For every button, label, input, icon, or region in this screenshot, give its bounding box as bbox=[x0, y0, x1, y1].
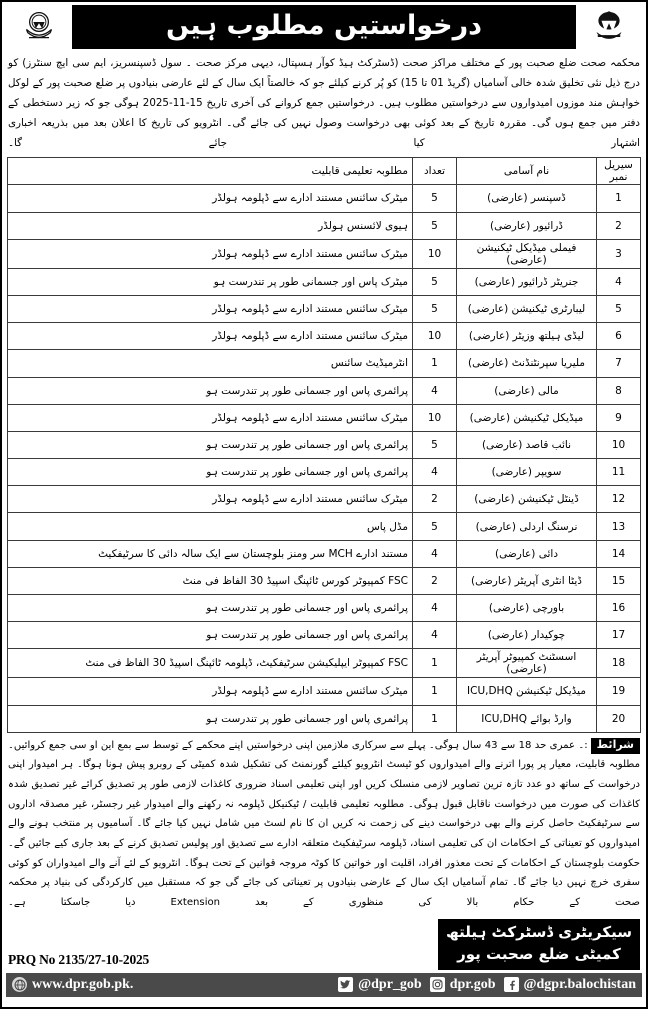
signature-row bbox=[6, 919, 642, 970]
serial-cell: 15 bbox=[597, 567, 641, 594]
header-band bbox=[6, 5, 642, 49]
qualification-cell: ہیوی لائسنس ہولڈر bbox=[8, 212, 413, 239]
balochistan-government-emblem-icon bbox=[589, 7, 629, 47]
main-title-bar bbox=[72, 5, 576, 49]
table-row bbox=[8, 268, 641, 295]
post-name-cell: ڈینٹل ٹیکنیشن (عارضی) bbox=[457, 486, 597, 513]
serial-cell: 16 bbox=[597, 595, 641, 622]
social-item[interactable] bbox=[338, 977, 422, 993]
qualification-cell: پرائمری پاس اور جسمانی طور پر تندرست ہو bbox=[8, 622, 413, 649]
social-label: www.dpr.gob.pk. bbox=[32, 976, 134, 992]
table-row bbox=[8, 513, 641, 540]
table-header-row bbox=[8, 158, 641, 185]
serial-cell: 13 bbox=[597, 513, 641, 540]
table-row bbox=[8, 185, 641, 212]
post-name-cell: اسسٹنٹ کمپیوٹر آپریٹر (عارضی) bbox=[457, 649, 597, 678]
post-name-cell: ملیریا سپرنٹنڈنٹ (عارضی) bbox=[457, 350, 597, 377]
table-row bbox=[8, 350, 641, 377]
social-label: @dpr_gob bbox=[358, 976, 422, 992]
quantity-cell: 4 bbox=[413, 595, 457, 622]
jobs-table-wrapper bbox=[6, 157, 642, 732]
col-header-post: نام آسامی bbox=[457, 158, 597, 185]
col-header-quantity: تعداد bbox=[413, 158, 457, 185]
quantity-cell: 10 bbox=[413, 404, 457, 431]
post-name-cell: میڈیکل ٹیکنیشن (عارضی) bbox=[457, 404, 597, 431]
signature-line-1: سیکریٹری ڈسٹرکٹ ہیلتھ bbox=[445, 922, 632, 941]
quantity-cell: 10 bbox=[413, 239, 457, 268]
quantity-cell: 2 bbox=[413, 486, 457, 513]
qualification-cell: پرائمری پاس اور جسمانی طور پر تندرست ہو bbox=[8, 595, 413, 622]
social-item[interactable] bbox=[504, 977, 637, 993]
quantity-cell: 5 bbox=[413, 185, 457, 212]
qualification-cell: مڈل پاس bbox=[8, 513, 413, 540]
social-media-bar bbox=[6, 973, 642, 997]
serial-cell: 1 bbox=[597, 185, 641, 212]
table-row bbox=[8, 678, 641, 705]
table-head bbox=[8, 158, 641, 185]
qualification-cell: انٹرمیڈیٹ سائنس bbox=[8, 350, 413, 377]
facebook-icon bbox=[504, 977, 519, 992]
table-row bbox=[8, 239, 641, 268]
post-name-cell: مالی (عارضی) bbox=[457, 377, 597, 404]
health-department-emblem-icon bbox=[19, 7, 59, 47]
serial-cell: 2 bbox=[597, 212, 641, 239]
qualification-cell: میٹرک سائنس مستند ادارے سے ڈپلومہ ہولڈر bbox=[8, 404, 413, 431]
conditions-block bbox=[6, 736, 642, 913]
serial-cell: 14 bbox=[597, 540, 641, 567]
quantity-cell: 5 bbox=[413, 295, 457, 322]
table-row bbox=[8, 567, 641, 594]
qualification-cell: میٹرک سائنس مستند ادارے سے ڈپلومہ ہولڈر bbox=[8, 323, 413, 350]
qualification-cell: میٹرک سائنس مستند ادارے سے ڈپلومہ ہولڈر bbox=[8, 239, 413, 268]
table-row bbox=[8, 459, 641, 486]
qualification-cell: میٹرک سائنس مستند ادارے سے ڈپلومہ ہولڈر bbox=[8, 486, 413, 513]
conditions-label: شرائط bbox=[591, 738, 640, 754]
serial-cell: 18 bbox=[597, 649, 641, 678]
post-name-cell: چوکیدار (عارضی) bbox=[457, 622, 597, 649]
page-title: درخواستیں مطلوب ہیں bbox=[166, 9, 482, 41]
qualification-cell: پرائمری پاس اور جسمانی طور پر تندرست ہو bbox=[8, 459, 413, 486]
post-name-cell: فیملی میڈیکل ٹیکنیشن (عارضی) bbox=[457, 239, 597, 268]
col-header-qualification: مطلوبہ تعلیمی قابلیت bbox=[8, 158, 413, 185]
table-row bbox=[8, 486, 641, 513]
qualification-cell: میٹرک سائنس مستند ادارے سے ڈپلومہ ہولڈر bbox=[8, 185, 413, 212]
serial-cell: 4 bbox=[597, 268, 641, 295]
serial-cell: 5 bbox=[597, 295, 641, 322]
qualification-cell: میٹرک سائنس مستند ادارے سے ڈپلومہ ہولڈر bbox=[8, 678, 413, 705]
serial-cell: 3 bbox=[597, 239, 641, 268]
quantity-cell: 4 bbox=[413, 459, 457, 486]
table-row bbox=[8, 622, 641, 649]
quantity-cell: 5 bbox=[413, 212, 457, 239]
intro-paragraph: محکمہ صحت ضلع صحبت پور کے مختلف مراکز صحت (ڈسٹرکٹ ہیڈ کوآر ہسپتال، دیہی مرکز صحت ۔ سول ڈسپنسریز، ایم سی ایچ سنٹرز) کو درج ذیل نئی تخلیق شدہ خالی آسامیاں (گریڈ 01 تا 15) کو پُر کرنے کیلئے جو کہ خالصتاً ایک سال کے لئے عارضی بنیادوں پر ضلع صحبت پور کے لوکل خواہش مند موزوں امیدواروں سے درخواستیں مطلوب ہیں۔ درخواستیں جمع کروانے کی آخری تاریخ 15-11-2025 ہوگی جو کہ زیر دستخطی کے دفتر میں جمع ہوں گی۔ مقررہ تاریخ کے بعد کوئی بھی درخواست وصول نہیں کی جائے گی۔ انٹرویو کی تاریخ کا اعلان بعد میں بذریعہ اخباری اشتہار کیا جائے گا۔ bbox=[8, 57, 640, 150]
serial-cell: 10 bbox=[597, 431, 641, 458]
twitter-icon bbox=[338, 977, 353, 992]
post-name-cell: ڈیٹا انٹری آپریٹر (عارضی) bbox=[457, 567, 597, 594]
signature-block bbox=[438, 919, 640, 970]
quantity-cell: 1 bbox=[413, 649, 457, 678]
quantity-cell: 10 bbox=[413, 323, 457, 350]
quantity-cell: 1 bbox=[413, 705, 457, 732]
post-name-cell: دائی (عارضی) bbox=[457, 540, 597, 567]
qualification-cell: پرائمری پاس اور جسمانی طور پر تندرست ہو bbox=[8, 705, 413, 732]
post-name-cell: سویپر (عارضی) bbox=[457, 459, 597, 486]
table-row bbox=[8, 377, 641, 404]
qualification-cell: FSC کمپیوٹر کورس ٹائپنگ اسپیڈ 30 الفاظ فی منٹ bbox=[8, 567, 413, 594]
qualification-cell: میٹرک پاس اور جسمانی طور پر تندرست ہو bbox=[8, 268, 413, 295]
table-row bbox=[8, 295, 641, 322]
quantity-cell: 5 bbox=[413, 268, 457, 295]
post-name-cell: وارڈ بوائے ICU,DHQ bbox=[457, 705, 597, 732]
table-body bbox=[8, 185, 641, 732]
quantity-cell: 2 bbox=[413, 567, 457, 594]
post-name-cell: ڈسپنسر (عارضی) bbox=[457, 185, 597, 212]
post-name-cell: نرسنگ اردلی (عارضی) bbox=[457, 513, 597, 540]
post-name-cell: باورچی (عارضی) bbox=[457, 595, 597, 622]
serial-cell: 12 bbox=[597, 486, 641, 513]
quantity-cell: 4 bbox=[413, 622, 457, 649]
conditions-text: :۔ عمری حد 18 سے 43 سال ہوگی۔ پہلے سے سرکاری ملازمین اپنی درخواستیں اپنے محکمے کے توسط سے بمع این او سی جمع کروائیں۔ مطلوبہ قابلیت، معیار پر پورا اترنے والے امیدواروں کو ٹیسٹ انٹرویو کیلئے گورنمنٹ کی تشکیل شدہ کمیٹی کے روبرو پیش ہونا ہوگا۔ ہر امیدوار اپنی درخواست کے ساتھ دو عدد تازہ ترین تصاویر لازمی منسلک کریں اور اپنی تعلیمی اسناد ضروری کاغذات لازمی طور پر تصدیق کرائے غیر تصدیق شدہ کاغذات کی صورت میں درخواست ناقابل قبول ہوگی۔ مطلوبہ تعلیمی قابلیت / ٹیکنیکل ڈپلومہ نہ رکھنے والے امیدوار غیر رجسٹر، غیر مصدقہ اداروں سے سرٹیفکیٹ حاصل کرنے والے بھی درخواست دینے کی زحمت نہ کریں ان کا نام لسٹ میں شامل نہیں کیا جائے گا۔ آسامیوں پر منتخب ہونے والے امیدواروں کو تعیناتی کے احکامات ان کی تعلیمی اسناد، ڈپلومہ سرٹیفکیٹ متعلقہ ادارے سے تصدیق اور پولیس تصدیق کرنے کے بعد جاری کیے جائیں گے۔ حکومت بلوچستان کے احکامات کے تحت معذور افراد، اقلیت اور خواتین کا کوٹہ مروجہ قوانین کے تحت ہوگا۔ انٹرویو کے لئے آنے والے امیدواران کو کوئی سفری خرچ نہیں دیا جائے گا۔ تمام آسامیاں ایک سال کے عارضی بنیادوں پر تعیناتی کی جائے گی جو کہ مستقبل میں کارکردگی کی بنیاد پر محکمہ صحت کے حکام بالا کی منظوری کے بعد Extension دیا جاسکتا ہے۔ bbox=[8, 739, 640, 909]
jobs-table bbox=[7, 157, 641, 732]
quantity-cell: 5 bbox=[413, 431, 457, 458]
qualification-cell: پرائمری پاس اور جسمانی طور پر تندرست ہو bbox=[8, 377, 413, 404]
table-row bbox=[8, 540, 641, 567]
post-name-cell: لیبارٹری ٹیکنیشن (عارضی) bbox=[457, 295, 597, 322]
instagram-icon bbox=[430, 977, 445, 992]
table-row bbox=[8, 404, 641, 431]
qualification-cell: FSC کمپیوٹر ایپلیکیشن سرٹیفکیٹ، ڈپلومہ ٹائپنگ اسپیڈ 30 الفاظ فی منٹ bbox=[8, 649, 413, 678]
post-name-cell: میڈیکل ٹیکنیشن ICU,DHQ bbox=[457, 678, 597, 705]
quantity-cell: 4 bbox=[413, 540, 457, 567]
table-row bbox=[8, 705, 641, 732]
table-row bbox=[8, 595, 641, 622]
post-name-cell: جنریٹر ڈرائیور (عارضی) bbox=[457, 268, 597, 295]
social-label: @dgpr.balochistan bbox=[523, 976, 636, 992]
post-name-cell: ڈرائیور (عارضی) bbox=[457, 212, 597, 239]
post-name-cell: نائب قاصد (عارضی) bbox=[457, 431, 597, 458]
serial-cell: 8 bbox=[597, 377, 641, 404]
serial-cell: 20 bbox=[597, 705, 641, 732]
quantity-cell: 5 bbox=[413, 513, 457, 540]
globe-icon bbox=[12, 977, 27, 992]
qualification-cell: مستند ادارے MCH سر ومنز بلوچستان سے ایک سالہ دائی کا سرٹیفکیٹ bbox=[8, 540, 413, 567]
quantity-cell: 1 bbox=[413, 678, 457, 705]
social-label: dpr.gob bbox=[449, 976, 496, 992]
table-row bbox=[8, 323, 641, 350]
quantity-cell: 1 bbox=[413, 350, 457, 377]
serial-cell: 19 bbox=[597, 678, 641, 705]
serial-cell: 17 bbox=[597, 622, 641, 649]
serial-cell: 9 bbox=[597, 404, 641, 431]
table-row bbox=[8, 212, 641, 239]
table-row bbox=[8, 649, 641, 678]
qualification-cell: پرائمری پاس اور جسمانی طور پر تندرست ہو bbox=[8, 431, 413, 458]
table-row bbox=[8, 431, 641, 458]
signature-line-2: کمیٹی ضلع صحبت پور bbox=[457, 945, 621, 964]
post-name-cell: لیڈی ہیلتھ وزیٹر (عارضی) bbox=[457, 323, 597, 350]
social-item[interactable] bbox=[12, 977, 133, 993]
right-logo-box bbox=[6, 5, 72, 49]
social-item[interactable] bbox=[430, 977, 496, 993]
left-logo-box bbox=[576, 5, 642, 49]
qualification-cell: میٹرک سائنس مستند ادارے سے ڈپلومہ ہولڈر bbox=[8, 295, 413, 322]
prq-number: PRQ No 2135/27-10-2025 bbox=[8, 951, 150, 967]
col-header-serial: سیریل نمبر bbox=[597, 158, 641, 185]
serial-cell: 11 bbox=[597, 459, 641, 486]
serial-cell: 6 bbox=[597, 323, 641, 350]
serial-cell: 7 bbox=[597, 350, 641, 377]
quantity-cell: 4 bbox=[413, 377, 457, 404]
